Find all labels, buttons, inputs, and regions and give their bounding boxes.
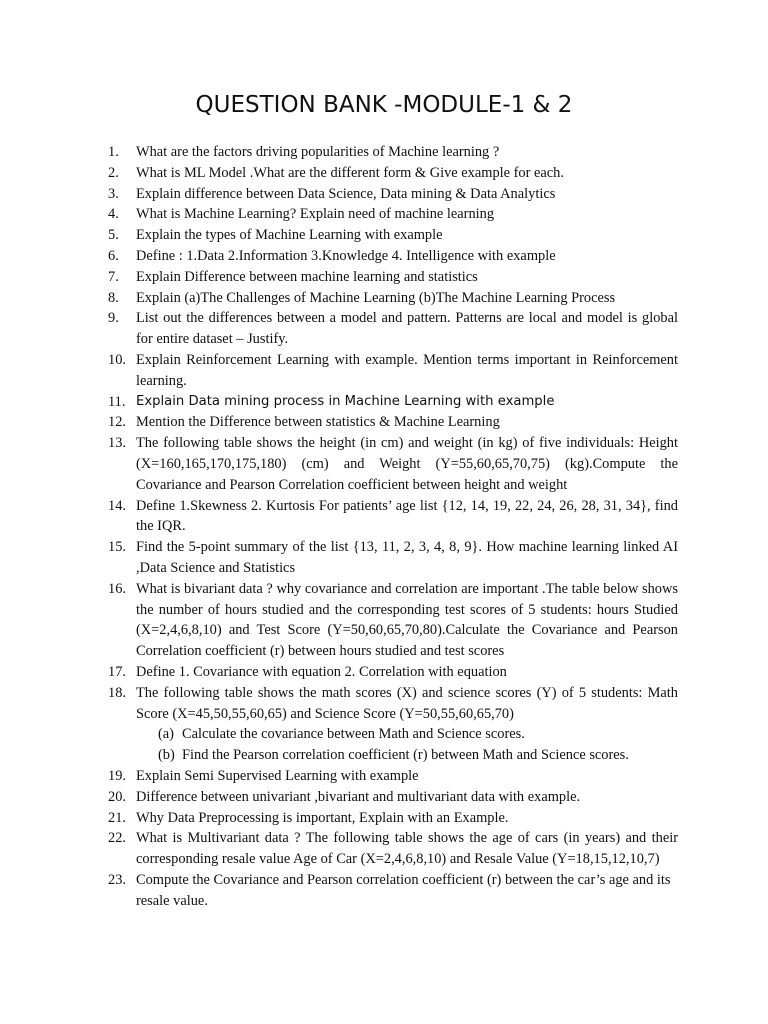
question-number: 22. — [108, 830, 126, 847]
question-number: 11. — [108, 393, 126, 410]
question-list — [108, 142, 678, 911]
question-text: Explain Reinforcement Learning with example. Mention terms important in Reinforcement learning. — [136, 351, 678, 389]
question-item — [108, 204, 678, 225]
question-text: Find the 5-point summary of the list {13, 11, 2, 3, 4, 8, 9}. How machine learning linked AI ,Data Science and Statistics — [136, 539, 678, 576]
question-number: 18. — [108, 684, 126, 701]
question-text: What is bivariant data ? why covariance and correlation are important .The table below shows the number of hours studied and the corresponding test scores of 5 students: hours Studied (X=2,4,6,8,10) and Test Score (Y=50,60,65,70,80).Calculate the Covariance and Pearson Correlation coefficient (r) between hours studied and test scores — [136, 580, 678, 660]
question-text: Explain Difference between machine learning and statistics — [136, 268, 478, 285]
question-item — [108, 142, 678, 163]
question-item — [108, 392, 678, 413]
question-number: 12. — [108, 414, 126, 431]
question-item — [108, 350, 678, 392]
sub-question-text: Find the Pearson correlation coefficient (r) between Math and Science scores. — [182, 747, 629, 764]
question-text: Why Data Preprocessing is important, Explain with an Example. — [136, 809, 509, 826]
question-item — [108, 808, 678, 829]
question-text: What is Machine Learning? Explain need of machine learning — [136, 206, 495, 223]
question-text: What is ML Model .What are the different form & Give example for each. — [136, 164, 564, 181]
question-number: 13. — [108, 435, 126, 452]
question-item — [108, 267, 678, 288]
question-text: Compute the Covariance and Pearson correlation coefficient (r) between the car’s age and its resale value. — [136, 871, 671, 909]
question-text: Mention the Difference between statistics & Machine Learning — [136, 414, 500, 431]
question-item — [108, 433, 678, 495]
question-number: 10. — [108, 351, 126, 368]
question-number: 2. — [108, 164, 119, 181]
question-number: 4. — [108, 206, 119, 223]
question-item — [108, 225, 678, 246]
question-text: Explain Semi Supervised Learning with example — [136, 767, 419, 784]
question-number: 14. — [108, 497, 126, 514]
question-number: 21. — [108, 809, 126, 826]
question-number: 8. — [108, 289, 119, 306]
question-text: Explain (a)The Challenges of Machine Learning (b)The Machine Learning Process — [136, 289, 616, 306]
sub-question — [136, 745, 678, 766]
question-number: 19. — [108, 767, 126, 784]
question-text: List out the differences between a model and pattern. Patterns are local and model is global for entire dataset – Justify. — [136, 310, 678, 348]
question-number: 20. — [108, 788, 126, 805]
question-item — [108, 412, 678, 433]
sub-question — [136, 724, 678, 745]
question-text: Explain Data mining process in Machine Learning with example — [136, 393, 555, 409]
question-number: 9. — [108, 310, 119, 327]
question-text: What is Multivariant data ? The following table shows the age of cars (in years) and their corresponding resale value Age of Car (X=2,4,6,8,10) and Resale Value (Y=18,15,12,10,7) — [136, 830, 678, 868]
question-number: 1. — [108, 144, 119, 160]
question-item — [108, 579, 678, 662]
sub-question-marker: (a) — [158, 726, 174, 743]
question-item — [108, 662, 678, 683]
question-text: Define 1. Covariance with equation 2. Correlation with equation — [136, 663, 507, 680]
question-item — [108, 308, 678, 350]
question-text: Define 1.Skewness 2. Kurtosis For patients’ age list {12, 14, 19, 22, 24, 26, 28, 31, 34}, find the IQR. — [136, 497, 678, 535]
question-item — [108, 766, 678, 787]
question-text: Difference between univariant ,bivariant and multivariant data with example. — [136, 788, 581, 805]
question-number: 23. — [108, 871, 126, 888]
question-text: The following table shows the math scores (X) and science scores (Y) of 5 students: Math Score (X=45,50,55,60,65) and Science Score (Y=50,55,60,65,70) — [136, 684, 678, 722]
sub-question-text: Calculate the covariance between Math and Science scores. — [182, 726, 525, 743]
question-number: 6. — [108, 247, 119, 264]
question-number: 5. — [108, 227, 119, 244]
question-item — [108, 184, 678, 205]
question-text: Explain difference between Data Science, Data mining & Data Analytics — [136, 185, 556, 202]
question-item — [108, 537, 678, 579]
question-number: 15. — [108, 539, 126, 556]
question-number: 7. — [108, 268, 119, 285]
sub-question-marker: (b) — [158, 747, 175, 764]
question-content — [136, 683, 678, 766]
question-number: 3. — [108, 185, 119, 202]
question-item — [108, 683, 678, 766]
question-item — [108, 288, 678, 309]
question-text: Define : 1.Data 2.Information 3.Knowledge 4. Intelligence with example — [136, 247, 556, 264]
question-item — [108, 870, 678, 912]
question-item — [108, 828, 678, 870]
question-item — [108, 246, 678, 267]
question-number: 16. — [108, 580, 126, 597]
page-title: QUESTION BANK -MODULE-1 & 2 — [195, 92, 573, 118]
question-item — [108, 496, 678, 538]
question-text: Explain the types of Machine Learning with example — [136, 227, 443, 244]
question-text: The following table shows the height (in cm) and weight (in kg) of five individuals: Height (X=160,165,170,175,180) (cm) and Weight (Y=55,60,65,70,75) (kg).Compute the Covariance and Pearson Correlation coefficient between height and weight — [136, 435, 678, 493]
question-item — [108, 163, 678, 184]
question-text: What are the factors driving popularities of Machine learning ? — [136, 144, 500, 160]
question-number: 17. — [108, 663, 126, 680]
question-item — [108, 787, 678, 808]
